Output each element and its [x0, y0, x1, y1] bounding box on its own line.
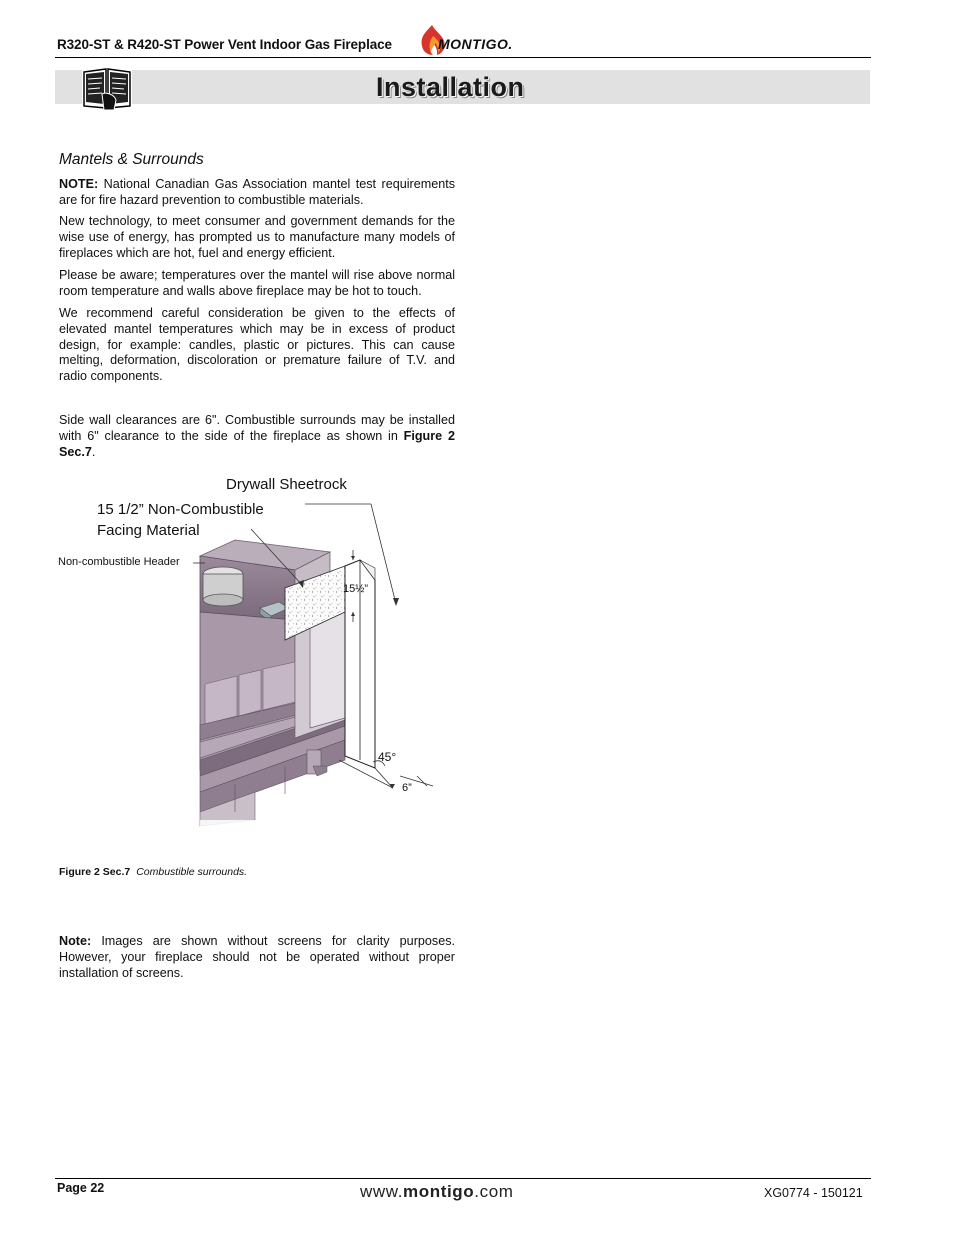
paragraph-note [59, 177, 455, 209]
side-facing-panel [310, 610, 345, 728]
document-number: XG0774 - 150121 [764, 1186, 863, 1200]
figure-reference: Figure 2 Sec.7 [59, 428, 455, 459]
paragraph-technology: New technology, to meet consumer and government demands for the wise use of energy, has prompted us to manufacture many models of fireplaces which are hot, fuel and energy efficient. [59, 214, 455, 260]
montigo-logo [418, 24, 518, 56]
dimension-angle: 45° [378, 750, 397, 764]
document-title: R320-ST & R420-ST Power Vent Indoor Gas Fireplace [57, 37, 392, 52]
label-facing-line2: Facing Material [97, 522, 200, 539]
banner-title: Installation [376, 72, 525, 102]
paragraph-temperature: Please be aware; temperatures over the mantel will rise above normal room temperature and walls above fireplace may be hot to touch. [59, 268, 455, 298]
note-lead: NOTE: [59, 177, 99, 191]
label-facing-line1: 15 1/2” Non-Combustible [97, 501, 264, 518]
paragraph-recommendation: We recommend careful consideration be given to the effects of elevated mantel temperatures which may be in excess of product design, for example: candles, plastic or pictures. This can cause melting, deformation, discoloration or premature failure of T.V. and radio components. [59, 306, 455, 384]
clearance-end: . [91, 444, 96, 459]
page-number: Page 22 [57, 1181, 105, 1195]
manual-book-icon [80, 64, 134, 112]
section-heading: Mantels & Surrounds [59, 151, 204, 168]
screens-note-lead: Note: [59, 934, 92, 948]
label-header: Non-combustible Header [58, 556, 180, 568]
dimension-height: 15½” [343, 583, 369, 595]
website-brand: montigo [403, 1182, 475, 1201]
footer-rule [55, 1178, 871, 1179]
figure-combustible-surrounds [55, 470, 465, 862]
website-suffix: .com [474, 1182, 514, 1201]
website-prefix: www. [360, 1182, 404, 1201]
figure-caption [59, 866, 247, 878]
website-url [360, 1182, 514, 1202]
paragraph-screens-note [59, 934, 455, 981]
label-drywall: Drywall Sheetrock [226, 476, 347, 493]
screens-note-text: Images are shown without screens for clarity purposes. However, your fireplace should not be operated without proper installation of screens. [59, 934, 455, 980]
paragraph-clearances [59, 413, 455, 460]
clearance-text: Side wall clearances are 6". Combustible surrounds may be installed with 6" clearance to the side of the fireplace as shown in [59, 413, 455, 443]
caption-ref: Figure 2 Sec.7 [59, 866, 131, 878]
caption-text: Combustible surrounds. [136, 866, 248, 878]
logo-wordmark: MONTIGO. [438, 36, 513, 52]
header-rule [55, 57, 871, 58]
note-text: National Canadian Gas Association mantel test requirements are for fire hazard prevention to combustible materials. [59, 177, 455, 207]
dimension-side: 6” [402, 782, 412, 794]
